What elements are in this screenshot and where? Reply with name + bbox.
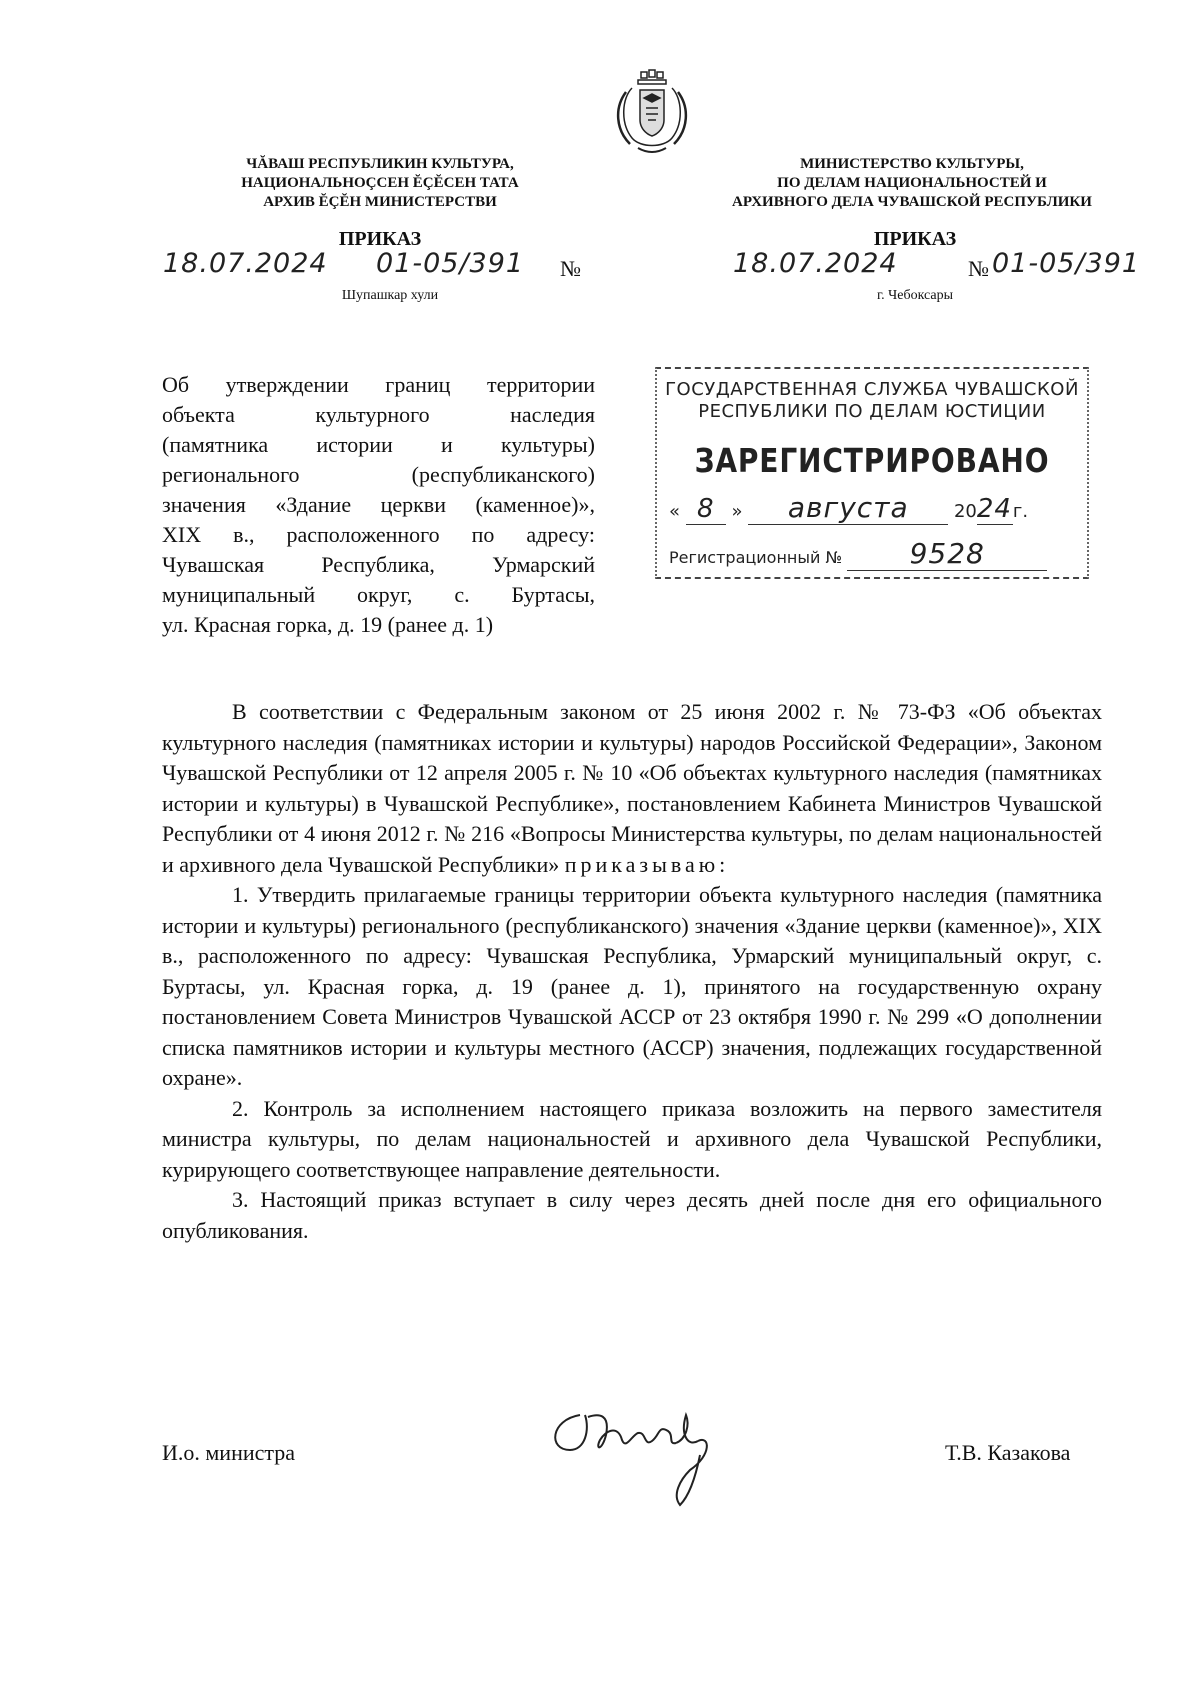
body-intro — [162, 697, 1102, 880]
stamp-year-prefix: 20 — [953, 501, 977, 522]
stamp-year-unit: г. — [1012, 501, 1029, 522]
stamp-registered: ЗАРЕГИСТРИРОВАНО — [694, 441, 1050, 480]
body-item-3: 3. Настоящий приказ вступает в силу через десять дней после дня его официального опубликования. — [162, 1187, 1102, 1243]
coat-of-arms-emblem — [612, 68, 692, 158]
header-left-line: АРХИВ ĔÇĔН МИНИСТЕРСТВИ — [263, 194, 497, 210]
header-right-line: МИНИСТЕРСТВО КУЛЬТУРЫ, — [800, 156, 1024, 172]
stamp-reg-value: 9528 — [847, 537, 1047, 571]
title-line: регионального (республиканского) — [162, 462, 595, 487]
handwritten-signature — [540, 1395, 740, 1515]
document-body — [162, 697, 1102, 1246]
stamp-reg-label: Регистрационный № — [669, 548, 843, 567]
title-line: объекта культурного наследия — [162, 402, 595, 427]
signatory-position: И.о. министра — [162, 1440, 296, 1465]
title-line: муниципальный округ, с. Буртасы, — [162, 582, 595, 607]
handwritten-number-left: 01-05/391 — [376, 248, 525, 279]
signatory-name: Т.В. Казакова — [945, 1440, 1071, 1465]
header-right-line: АРХИВНОГО ДЕЛА ЧУВАШСКОЙ РЕСПУБЛИКИ — [732, 194, 1092, 210]
stamp-quote-close: » — [731, 501, 743, 522]
document-title — [162, 370, 595, 640]
body-item-1: 1. Утвердить прилагаемые границы территории объекта культурного наследия (памятника истории и культуры) регионального (республиканского) значения «Здание церкви (каменное)», XIX в., расположенного по адресу: Чувашская Республика, Урмарский муниципальный округ, с. Буртасы, ул. Красная горка, д. 19 (ранее д. 1), принятого на государственную охрану постановлением Совета Министров Чувашской АССР от 23 октября 1990 г. № 299 «О дополнении списка памятников истории и культуры местного (АССР) значения, подлежащих государственной охране». — [162, 882, 1102, 1090]
body-item-2: 2. Контроль за исполнением настоящего приказа возложить на первого заместителя министра культуры, по делам национальностей и архивного дела Чувашской Республики, курирующего соответствующее направление деятельности. — [162, 1095, 1102, 1182]
title-line: Об утверждении границ территории — [162, 372, 595, 397]
city-right: г. Чебоксары — [876, 288, 954, 303]
title-line: ул. Красная горка, д. 19 (ранее д. 1) — [162, 612, 494, 637]
title-line: XIX в., расположенного по адресу: — [162, 522, 595, 547]
header-right-line: ПО ДЕЛАМ НАЦИОНАЛЬНОСТЕЙ И — [777, 175, 1047, 191]
stamp-organization — [657, 379, 1087, 423]
number-sign-right: № — [968, 256, 989, 281]
stamp-reg-number — [669, 537, 1075, 571]
title-line: Чувашская Республика, Урмарский — [162, 552, 595, 577]
stamp-quote-open: « — [669, 501, 681, 522]
stamp-year: 24 — [976, 494, 1012, 524]
stamp-date — [669, 491, 1075, 525]
title-line: (памятника истории и культуры) — [162, 432, 595, 457]
stamp-org-line: РЕСПУБЛИКИ ПО ДЕЛАМ ЮСТИЦИИ — [698, 401, 1046, 422]
doc-type-right: ПРИКАЗ — [873, 228, 957, 250]
stamp-day: 8 — [686, 494, 726, 525]
number-sign-left: № — [560, 256, 581, 281]
city-left: Шупашкар хули — [341, 288, 439, 303]
handwritten-date-left: 18.07.2024 — [163, 248, 328, 279]
stamp-org-line: ГОСУДАРСТВЕННАЯ СЛУЖБА ЧУВАШСКОЙ — [665, 379, 1079, 400]
registration-stamp — [655, 367, 1089, 579]
handwritten-number-right: 01-05/391 — [992, 248, 1141, 279]
header-left — [200, 155, 560, 212]
order-word: приказываю: — [564, 851, 730, 877]
title-line: значения «Здание церкви (каменное)», — [162, 492, 595, 517]
handwritten-date-right: 18.07.2024 — [733, 248, 898, 279]
stamp-month: августа — [748, 491, 948, 525]
doc-type-left: ПРИКАЗ — [338, 228, 422, 250]
header-left-line: НАЦИОНАЛЬНОÇСЕН ĔÇĔСЕН ТАТА — [241, 175, 519, 191]
header-right — [712, 155, 1112, 212]
header-left-line: ЧĂВАШ РЕСПУБЛИКИН КУЛЬТУРА, — [246, 156, 514, 172]
intro-text: В соответствии с Федеральным законом от 25 июня 2002 г. № 73-ФЗ «Об объектах культурного наследия (памятниках истории и культуры) народов Российской Федерации», Законом Чувашской Республики от 12 апреля 2005 г. № 10 «Об объектах культурного наследия (памятниках истории и культуры) в Чувашской Республике», постановлением Кабинета Министров Чувашской Республики от 4 июня 2012 г. № 216 «Вопросы Министерства культуры, по делам национальностей и архивного дела Чувашской Республики» — [162, 699, 1102, 877]
